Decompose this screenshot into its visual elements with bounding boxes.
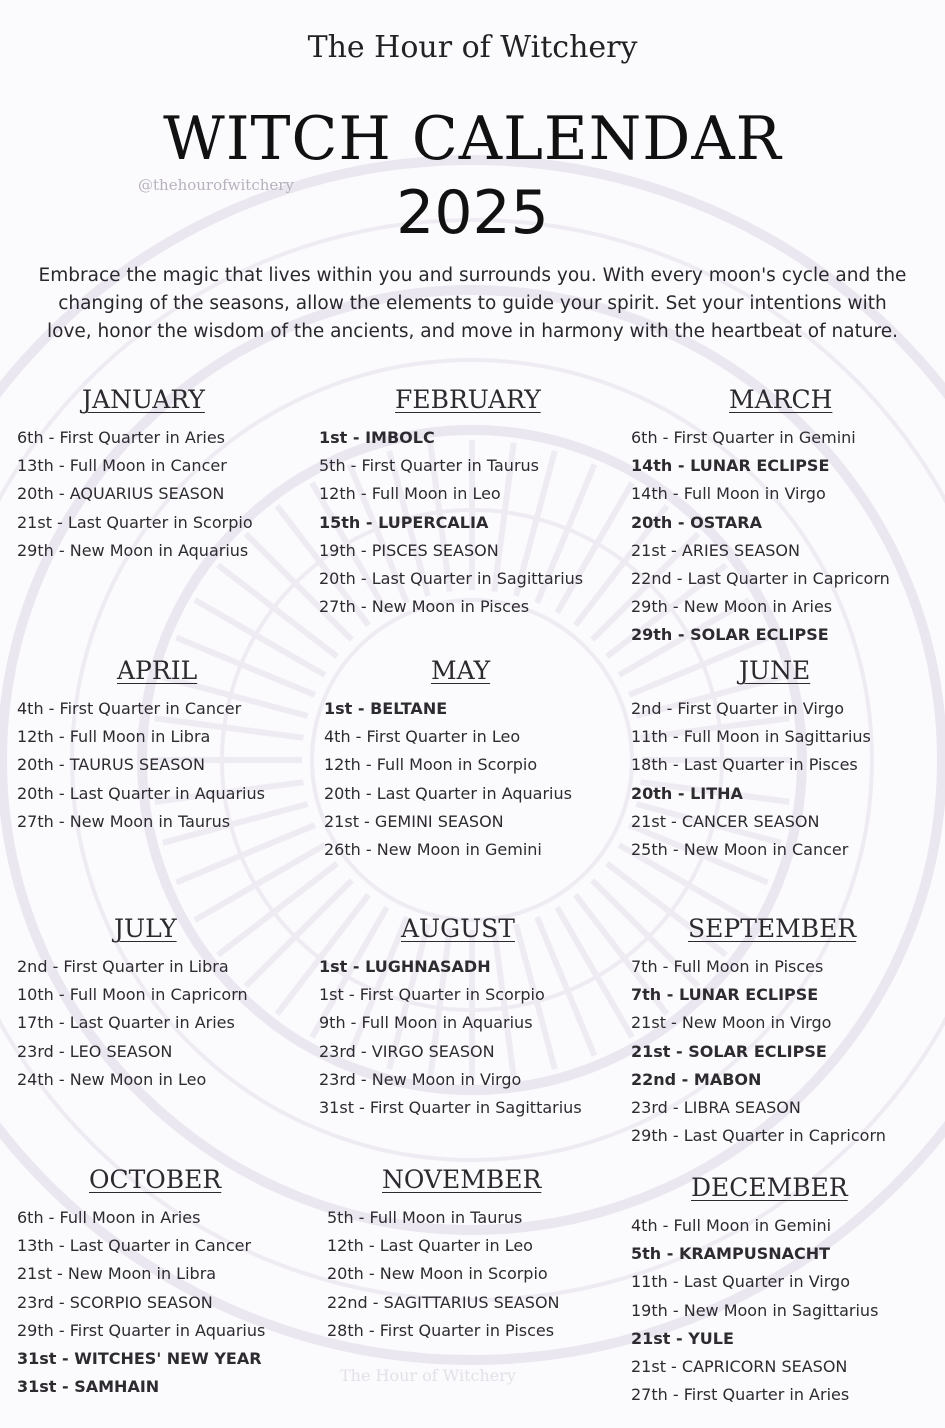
moon-event: 12th - Full Moon in Libra — [17, 727, 211, 747]
moon-event: 20th - New Moon in Scorpio — [327, 1264, 548, 1284]
month-heading-september: SEPTEMBER — [688, 914, 857, 943]
moon-event: 7th - Full Moon in Pisces — [631, 957, 824, 976]
moon-event: 23rd - SCORPIO SEASON — [17, 1292, 213, 1312]
event-list-june — [631, 695, 871, 864]
moon-event: 21st - GEMINI SEASON — [324, 811, 504, 831]
moon-event: 19th - PISCES SEASON — [319, 540, 499, 560]
moon-event: 6th - Full Moon in Aries — [17, 1208, 201, 1227]
watermark-text: The Hour of Witchery — [340, 1366, 516, 1385]
event-list-february — [319, 424, 583, 621]
moon-event: 1st - First Quarter in Scorpio — [319, 985, 545, 1005]
month-heading-january: JANUARY — [82, 385, 205, 414]
moon-event: 4th - Full Moon in Gemini — [631, 1216, 832, 1235]
moon-event: 23rd - LIBRA SEASON — [631, 1097, 801, 1117]
event-list-july — [17, 953, 248, 1094]
moon-event: 21st - ARIES SEASON — [631, 540, 800, 560]
moon-event: 21st - Last Quarter in Scorpio — [17, 512, 253, 532]
moon-event: 29th - New Moon in Aquarius — [17, 540, 249, 560]
moon-event: 6th - First Quarter in Gemini — [631, 428, 856, 447]
moon-event: 9th - Full Moon in Aquarius — [319, 1013, 533, 1033]
calendar-year: 2025 — [396, 178, 549, 248]
moon-event: 28th - First Quarter in Pisces — [327, 1320, 555, 1340]
moon-event: 12th - Last Quarter in Leo — [327, 1236, 533, 1256]
sabbat-event: 14th - LUNAR ECLIPSE — [631, 456, 830, 476]
moon-event: 2nd - First Quarter in Virgo — [631, 699, 845, 718]
event-list-march — [631, 424, 890, 650]
moon-event: 5th - First Quarter in Taurus — [319, 456, 539, 476]
event-list-december — [631, 1212, 878, 1409]
moon-event: 19th - New Moon in Sagittarius — [631, 1300, 879, 1320]
moon-event: 13th - Last Quarter in Cancer — [17, 1236, 252, 1256]
month-heading-june: JUNE — [739, 656, 811, 685]
sabbat-event: 20th - LITHA — [631, 783, 743, 803]
month-heading-august: AUGUST — [401, 914, 515, 943]
moon-event: 21st - New Moon in Libra — [17, 1264, 217, 1284]
moon-event: 20th - Last Quarter in Aquarius — [17, 783, 265, 803]
moon-event: 29th - New Moon in Aries — [631, 597, 833, 617]
sabbat-event: 22nd - MABON — [631, 1069, 762, 1089]
moon-event: 13th - Full Moon in Cancer — [17, 456, 227, 476]
moon-event: 10th - Full Moon in Capricorn — [17, 985, 248, 1005]
moon-event: 20th - TAURUS SEASON — [17, 755, 205, 775]
moon-event: 23rd - VIRGO SEASON — [319, 1041, 495, 1061]
sabbat-event: 1st - BELTANE — [324, 699, 448, 718]
sabbat-event: 29th - SOLAR ECLIPSE — [631, 625, 829, 645]
moon-event: 2nd - First Quarter in Libra — [17, 957, 229, 976]
moon-event: 22nd - Last Quarter in Capricorn — [631, 568, 890, 588]
moon-event: 20th - AQUARIUS SEASON — [17, 484, 225, 504]
moon-event: 11th - Last Quarter in Virgo — [631, 1272, 850, 1292]
moon-event: 6th - First Quarter in Aries — [17, 428, 226, 447]
sabbat-event: 31st - SAMHAIN — [17, 1377, 160, 1397]
event-list-april — [17, 695, 265, 836]
moon-event: 27th - First Quarter in Aries — [631, 1385, 850, 1405]
moon-event: 17th - Last Quarter in Aries — [17, 1013, 235, 1033]
moon-event: 21st - CAPRICORN SEASON — [631, 1356, 848, 1376]
moon-event: 12th - Full Moon in Scorpio — [324, 755, 538, 775]
month-heading-july: JULY — [114, 914, 177, 943]
moon-event: 27th - New Moon in Taurus — [17, 811, 231, 831]
month-heading-december: DECEMBER — [691, 1173, 848, 1202]
moon-event: 29th - First Quarter in Aquarius — [17, 1320, 266, 1340]
sabbat-event: 21st - SOLAR ECLIPSE — [631, 1041, 827, 1061]
month-heading-april: APRIL — [117, 656, 198, 685]
moon-event: 31st - First Quarter in Sagittarius — [319, 1097, 582, 1117]
moon-event: 23rd - New Moon in Virgo — [319, 1069, 522, 1089]
moon-event: 21st - CANCER SEASON — [631, 811, 820, 831]
moon-event: 20th - Last Quarter in Sagittarius — [319, 568, 584, 588]
moon-event: 5th - Full Moon in Taurus — [327, 1208, 523, 1227]
month-heading-november: NOVEMBER — [382, 1165, 542, 1194]
moon-event: 20th - Last Quarter in Aquarius — [324, 783, 572, 803]
moon-event: 27th - New Moon in Pisces — [319, 597, 530, 617]
moon-event: 25th - New Moon in Cancer — [631, 839, 849, 859]
moon-event: 26th - New Moon in Gemini — [324, 839, 542, 859]
sabbat-event: 1st - IMBOLC — [319, 428, 435, 447]
moon-event: 24th - New Moon in Leo — [17, 1069, 207, 1089]
moon-event: 4th - First Quarter in Leo — [324, 727, 521, 747]
month-heading-march: MARCH — [729, 385, 833, 414]
event-list-november — [327, 1204, 560, 1345]
sabbat-event: 1st - LUGHNASADH — [319, 957, 491, 976]
sabbat-event: 15th - LUPERCALIA — [319, 512, 489, 532]
sabbat-event: 21st - YULE — [631, 1328, 734, 1348]
sabbat-event: 5th - KRAMPUSNACHT — [631, 1244, 831, 1264]
page-title: WITCH CALENDAR — [163, 104, 782, 174]
month-heading-february: FEBRUARY — [395, 385, 541, 414]
moon-event: 29th - Last Quarter in Capricorn — [631, 1126, 886, 1146]
event-list-october — [17, 1204, 265, 1401]
moon-event: 18th - Last Quarter in Pisces — [631, 755, 858, 775]
event-list-may — [324, 695, 572, 864]
moon-event: 23rd - LEO SEASON — [17, 1041, 173, 1061]
event-list-september — [631, 953, 886, 1150]
moon-event: 14th - Full Moon in Virgo — [631, 484, 826, 504]
moon-event: 4th - First Quarter in Cancer — [17, 699, 242, 718]
intro-paragraph: Embrace the magic that lives within you and surrounds you. With every moon's cycle and the changing of the seasons, allow the elements to guide your spirit. Set your intentions with love, honor the wisdom of the ancients, and move in harmony with the heartbeat of nature. — [38, 265, 907, 342]
sabbat-event: 31st - WITCHES' NEW YEAR — [17, 1348, 262, 1368]
moon-event: 12th - Full Moon in Leo — [319, 484, 501, 504]
brand-name: The Hour of Witchery — [307, 30, 638, 65]
sabbat-event: 20th - OSTARA — [631, 512, 762, 532]
month-heading-october: OCTOBER — [89, 1165, 222, 1194]
moon-event: 22nd - SAGITTARIUS SEASON — [327, 1292, 560, 1312]
sabbat-event: 7th - LUNAR ECLIPSE — [631, 985, 819, 1005]
moon-event: 21st - New Moon in Virgo — [631, 1013, 832, 1033]
social-handle: @thehourofwitchery — [138, 176, 294, 194]
event-list-january — [17, 424, 253, 565]
month-heading-may: MAY — [431, 656, 491, 685]
moon-event: 11th - Full Moon in Sagittarius — [631, 727, 871, 747]
event-list-august — [319, 953, 582, 1122]
